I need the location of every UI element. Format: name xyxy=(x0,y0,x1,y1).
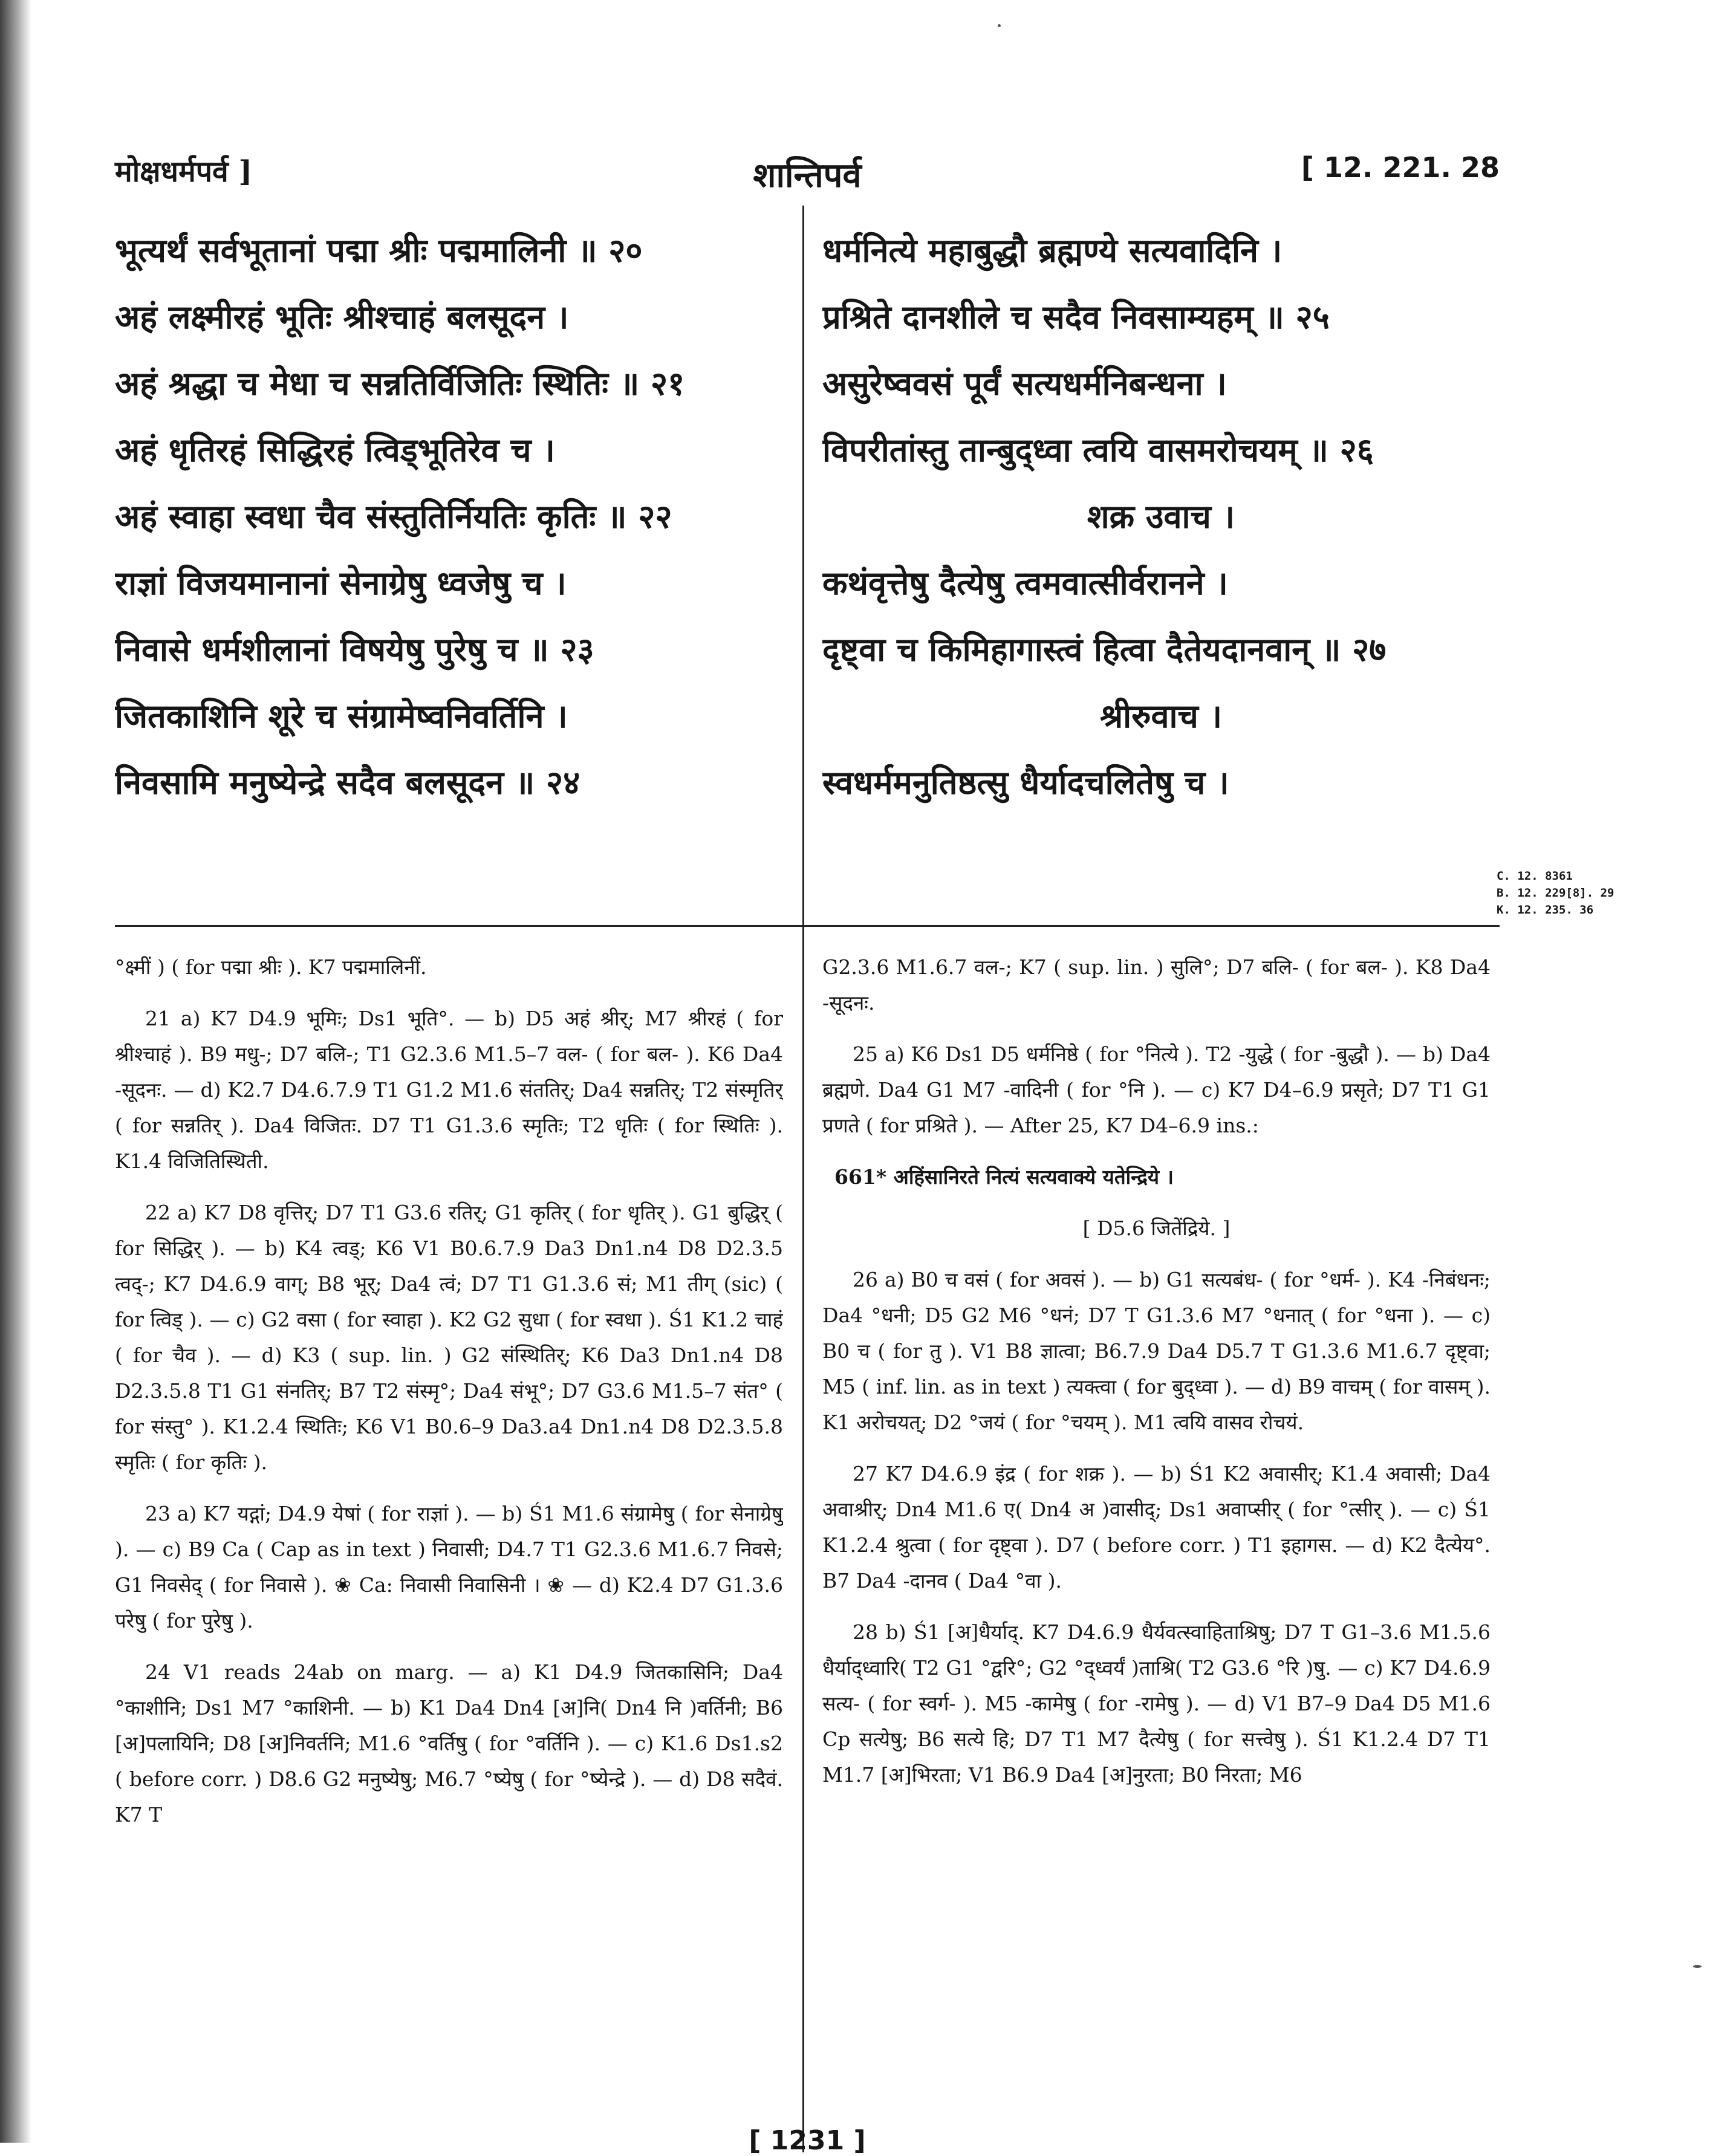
ref-bombay: B. 12. 229[8]. 29 xyxy=(1497,886,1614,900)
verse-line: अहं धृतिरहं सिद्धिरहं त्विड्भूतिरेव च । xyxy=(115,430,555,469)
concordance-refs xyxy=(1497,868,1636,918)
verse-line: अहं श्रद्धा च मेधा च सन्नतिर्विजितिः स्थितिः ॥ २१ xyxy=(115,364,685,403)
scan-speck xyxy=(998,24,1001,27)
verse-line: जितकाशिनि शूरे च संग्रामेष्वनिवर्तिनि । xyxy=(115,696,568,735)
apparatus-note: 24 V1 reads 24ab on marg. — a) K1 D4.9 जितकासिनि; Da4 °काशीनि; Ds1 M7 °काशिनी. — b) K1 Da4 Dn4 [अ]नि( Dn4 नि )वर्तिनी; B6 [अ]पलायिनि; D8 [अ]निवर्तनि; M1.6 °वर्तिषु ( for °वर्तिनि ). — c) K1.6 Ds1.s2 ( before corr. ) D8.6 G2 मनुष्येषु; M6.7 °ष्येषु ( for °ष्येन्द्रे ). — d) D8 सदैवं. K7 T xyxy=(115,1660,783,1826)
page-number: [ 1231 ] xyxy=(749,2125,866,2156)
apparatus-note: 25 a) K6 Ds1 D5 धर्मनिष्ठे ( for °नित्ये ). T2 -युद्धे ( for -बुद्धौ ). — b) Da4 ब्रह्मणे. Da4 G1 M7 -वादिनी ( for °नि ). — c) K7 D4–6.9 प्रसृते; D7 T1 G1 प्रणते ( for प्रश्रिते ). — After 25, K7 D4–6.9 ins.: xyxy=(822,1042,1491,1137)
verse-line: अहं लक्ष्मीरहं भूतिः श्रीश्चाहं बलसूदन । xyxy=(115,297,569,336)
inserted-passage-variant: [ D5.6 जितेंद्रिये. ] xyxy=(1082,1216,1231,1240)
header-verse-reference: [ 12. 221. 28 xyxy=(1301,151,1500,184)
verse-line: भूत्यर्थं सर्वभूतानां पद्मा श्रीः पद्ममालिनी ॥ २० xyxy=(115,231,643,270)
apparatus-note: 22 a) K7 D8 वृत्तिर्; D7 T1 G3.6 रतिर्; G1 कृतिर् ( for धृतिर् ). G1 बुद्धिर् ( for सिद्धिर् ). — b) K4 त्वड्; K6 V1 B0.6.7.9 Da3 Dn1.n4 D8 D2.3.5 त्वद्-; K7 D4.6.9 वाग्; B8 भूर्; Da4 त्वं; D7 T1 G1.3.6 सं; M1 तीग् (sic) ( for त्विड् ). — c) G2 वसा ( for स्वाहा ). K2 G2 सुधा ( for स्वधा ). Ś1 K1.2 चाहं ( for चैव ). — d) K3 ( sup. lin. ) G2 संस्थितिर्; K6 Da3 Dn1.n4 D8 D2.3.5.8 T1 G1 संनतिर्; B7 T2 संस्मृ°; Da4 संभू°; D7 G3.6 M1.5–7 संत° ( for संस्तु° ). K1.2.4 स्थितिः; K6 V1 B0.6–9 Da3.a4 Dn1.n4 D8 D2.3.5.8 स्मृतिः ( for कृतिः ). xyxy=(115,1201,783,1474)
critical-apparatus-left xyxy=(115,949,783,2116)
verse-column-right xyxy=(822,230,1500,919)
apparatus-note: 28 b) Ś1 [अ]धैर्याद्. K7 D4.6.9 धैर्यवत्स्वाहिताश्रिषु; D7 T G1–3.6 M1.5.6 धैर्याद्ध्वारि( T2 G1 °द्वरि°; G2 °द्ध्वर्यं )ताश्रि( T2 G3.6 °रि )षु. — c) K7 D4.6.9 सत्य- ( for स्वर्ग- ). M5 -कामेषु ( for -रामेषु ). — d) V1 B7–9 Da4 D5 M1.6 Cp सत्येषु; B6 सत्ये हि; D7 T1 M7 दैत्येषु ( for सत्त्वेषु ). Ś1 K1.2.4 D7 T1 M1.7 [अ]भिरता; V1 B6.9 Da4 [अ]नुरता; B0 निरता; M6 xyxy=(822,1620,1491,1787)
verse-column-left xyxy=(115,230,798,919)
verse-line: प्रश्रिते दानशीले च सदैव निवसाम्यहम् ॥ २५ xyxy=(822,297,1330,336)
verse-line: अहं स्वाहा स्वधा चैव संस्तुतिर्नियतिः कृतिः ॥ २२ xyxy=(115,497,672,536)
scan-speck xyxy=(1693,1965,1702,1968)
apparatus-note: G2.3.6 M1.6.7 वल-; K7 ( sup. lin. ) सुलि°; D7 बलि- ( for बल- ). K8 Da4 -सूदनः. xyxy=(822,955,1491,1015)
header-section-name: मोक्षधर्मपर्व ] xyxy=(115,155,253,189)
ref-calcutta: C. 12. 8361 xyxy=(1497,869,1573,883)
verse-line: विपरीतांस्तु तान्बुद्ध्वा त्वयि वासमरोचयम् ॥ २६ xyxy=(822,430,1374,469)
apparatus-note: °क्ष्मीं ) ( for पद्मा श्रीः ). K7 पद्ममालिनीं. xyxy=(115,955,427,979)
apparatus-note: 23 a) K7 यद्गां; D4.9 येषां ( for राज्ञां ). — b) Ś1 M1.6 संग्रामेषु ( for सेनाग्रेषु ). — c) B9 Ca ( Cap as in text ) निवासी; D4.7 T1 G2.3.6 M1.6.7 निवसे; G1 निवसेद् ( for निवासे ). ❀ Ca: निवासी निवासिनी । ❀ — d) K2.4 D7 G1.3.6 परेषु ( for पुरेषु ). xyxy=(115,1502,783,1632)
verse-line: कथंवृत्तेषु दैत्येषु त्वमवात्सीर्वरानने । xyxy=(822,563,1228,602)
column-divider xyxy=(802,206,804,2152)
verse-line: निवसामि मनुष्येन्द्रे सदैव बलसूदन ॥ २४ xyxy=(115,763,580,802)
verse-line: निवासे धर्मशीलानां विषयेषु पुरेषु च ॥ २३ xyxy=(115,630,594,669)
verse-line: दृष्ट्वा च किमिहागास्त्वं हित्वा दैतेयदानवान् ॥ २७ xyxy=(822,630,1387,669)
apparatus-note: 26 a) B0 च वसं ( for अवसं ). — b) G1 सत्यबंध- ( for °धर्म- ). K4 -निबंधनः; Da4 °धनी; D5 G2 M6 °धनं; D7 T G1.3.6 M7 °धनात् ( for °धना ). — c) B0 च ( for तु ). V1 B8 ज्ञात्वा; B6.7.9 Da4 D5.7 T G1.3.6 M1.6.7 दृष्ट्वा; M5 ( inf. lin. as in text ) त्यक्त्वा ( for बुद्ध्वा ). — d) B9 वाचम् ( for वासम् ). K1 अरोचयत्; D2 °जयं ( for °चयम् ). M1 त्वयि वासव रोचयं. xyxy=(822,1268,1491,1434)
speaker-heading: शक्र उवाच । xyxy=(1087,497,1235,536)
header-parva-title: शान्तिपर्व xyxy=(753,155,862,195)
verse-line: असुरेष्ववसं पूर्वं सत्यधर्मनिबन्धना । xyxy=(822,364,1227,403)
ref-kumbhakonam: K. 12. 235. 36 xyxy=(1497,903,1594,917)
scan-edge-shadow xyxy=(0,0,31,2143)
inserted-passage: 661* अहिंसानिरते नित्यं सत्यवाक्ये यतेन्द्रिये । xyxy=(834,1165,1174,1189)
apparatus-note: 27 K7 D4.6.9 इंद्र ( for शक्र ). — b) Ś1 K2 अवासीर्; K1.4 अवासी; Da4 अवाश्रीर्; Dn4 M1.6 ए( Dn4 अ )वासीद्; Ds1 अवाप्सीर् ( for °त्सीर् ). — c) Ś1 K1.2.4 श्रुत्वा ( for दृष्ट्वा ). D7 ( before corr. ) T1 इहागस. — d) K2 दैत्येय°. B7 Da4 -दानव ( Da4 °वा ). xyxy=(822,1462,1491,1593)
verse-line: राज्ञां विजयमानानां सेनाग्रेषु ध्वजेषु च । xyxy=(115,563,567,602)
critical-apparatus-right xyxy=(822,949,1491,2116)
verse-line: स्वधर्ममनुतिष्ठत्सु धैर्यादचलितेषु च । xyxy=(822,763,1229,802)
verse-line: धर्मनित्ये महाबुद्धौ ब्रह्मण्ये सत्यवादिनि । xyxy=(822,231,1283,270)
speaker-heading: श्रीरुवाच । xyxy=(1099,696,1223,735)
apparatus-rule xyxy=(115,925,1500,927)
running-header xyxy=(115,151,1500,206)
apparatus-note: 21 a) K7 D4.9 भूमिः; Ds1 भूति°. — b) D5 अहं श्रीर्; M7 श्रीरहं ( for श्रीश्चाहं ). B9 मधु-; D7 बलि-; T1 G2.3.6 M1.5–7 वल- ( for बल- ). K6 Da4 -सूदनः. — d) K2.7 D4.6.7.9 T1 G1.2 M1.6 संततिर्; Da4 सन्नतिर्; T2 संस्मृतिर् ( for सन्नतिर् ). Da4 विजितः. D7 T1 G1.3.6 स्मृतिः; T2 धृतिः ( for स्थितिः ). K1.4 विजितिस्थिती. xyxy=(115,1007,783,1173)
